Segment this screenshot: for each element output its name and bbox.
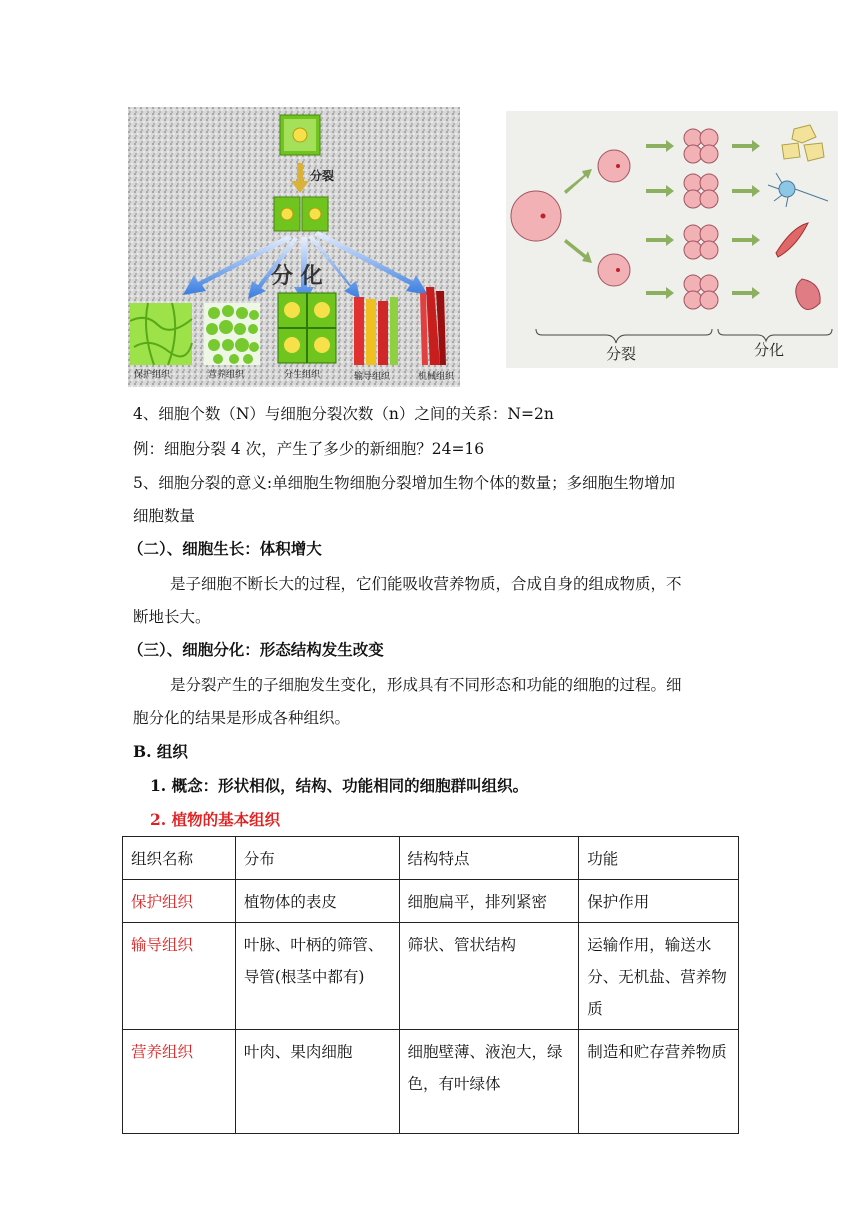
cell-growth-heading: （二）、细胞生长：体积增大 <box>128 539 322 558</box>
cell-diff-para-2: 胞分化的结果是形成各种组织。 <box>133 709 351 727</box>
table-row <box>123 1030 739 1134</box>
protective-tissue-image <box>130 303 192 365</box>
table-row <box>123 880 739 923</box>
structure-cell: 细胞扁平，排列紧密 <box>399 880 579 923</box>
tissue-label-mechanical: 机械组织 <box>418 372 455 382</box>
cell-diff-para-1: 是分裂产生的子细胞发生变化，形成具有不同形态和功能的细胞的过程。细 <box>170 676 682 694</box>
table-row <box>123 923 739 1030</box>
tissue-name-cell: 营养组织 <box>123 1030 236 1134</box>
plant-cell-differentiation-figure <box>128 107 460 387</box>
table-header-cell: 组织名称 <box>123 837 236 880</box>
nutritive-tissue-image <box>204 303 260 365</box>
significance-line-1: 5、细胞分裂的意义:单细胞生物细胞分裂增加生物个体的数量；多细胞生物增加 <box>133 474 676 492</box>
tissue-name-cell: 输导组织 <box>123 923 236 1030</box>
tissue-label-nutritive: 营养组织 <box>208 370 245 380</box>
conducting-tissue-image <box>354 297 398 365</box>
table-header-cell: 结构特点 <box>399 837 579 880</box>
structure-cell: 细胞壁薄、液泡大，绿色，有叶绿体 <box>399 1030 579 1134</box>
significance-line-2: 细胞数量 <box>133 507 196 525</box>
function-cell: 制造和贮存营养物质 <box>579 1030 739 1134</box>
diff-label-2: 分化 <box>754 341 785 359</box>
tissue-label-protective: 保护组织 <box>134 370 171 380</box>
distribution-cell: 叶肉、果肉细胞 <box>235 1030 399 1134</box>
plant-tissue-heading: 2. 植物的基本组织 <box>150 810 281 829</box>
cell-diff-heading: （三）、细胞分化：形态结构发生改变 <box>128 640 384 659</box>
function-cell: 运输作用，输送水分、无机盐、营养物质 <box>579 923 739 1030</box>
divide-label-2: 分裂 <box>606 345 637 363</box>
mother-cell <box>511 191 561 241</box>
tissue-label-meristematic: 分生组织 <box>284 370 321 380</box>
plant-tissue-table <box>122 836 739 1134</box>
meristematic-tissue-image <box>278 293 336 363</box>
diff-label-1: 分 化 <box>271 264 323 289</box>
table-header-cell: 分布 <box>235 837 399 880</box>
section-b-heading: B. 组织 <box>133 742 188 761</box>
distribution-cell: 叶脉、叶柄的筛管、导管(根茎中都有) <box>235 923 399 1030</box>
tissue-label-conducting: 输导组织 <box>354 372 391 382</box>
relation-formula-line: 4、细胞个数（N）与细胞分裂次数（n）之间的关系：N=2n <box>133 405 554 423</box>
divide-label-1: 分裂 <box>310 169 335 183</box>
cell-growth-para-1: 是子细胞不断长大的过程，它们能吸收营养物质，合成自身的组成物质，不 <box>170 575 682 593</box>
mechanical-tissue-image <box>420 287 446 365</box>
tissue-name-cell: 保护组织 <box>123 880 236 923</box>
animal-cell-differentiation-figure <box>506 111 838 368</box>
tissue-concept-line: 1. 概念：形状相似，结构、功能相同的细胞群叫组织。 <box>150 776 529 795</box>
example-line: 例：细胞分裂 4 次，产生了多少的新细胞？24=16 <box>133 440 485 458</box>
table-header-row <box>123 837 739 880</box>
function-cell: 保护作用 <box>579 880 739 923</box>
cell-growth-para-2: 断地长大。 <box>133 608 211 626</box>
structure-cell: 筛状、管状结构 <box>399 923 579 1030</box>
single-cell <box>280 115 320 155</box>
table-header-cell: 功能 <box>579 837 739 880</box>
distribution-cell: 植物体的表皮 <box>235 880 399 923</box>
